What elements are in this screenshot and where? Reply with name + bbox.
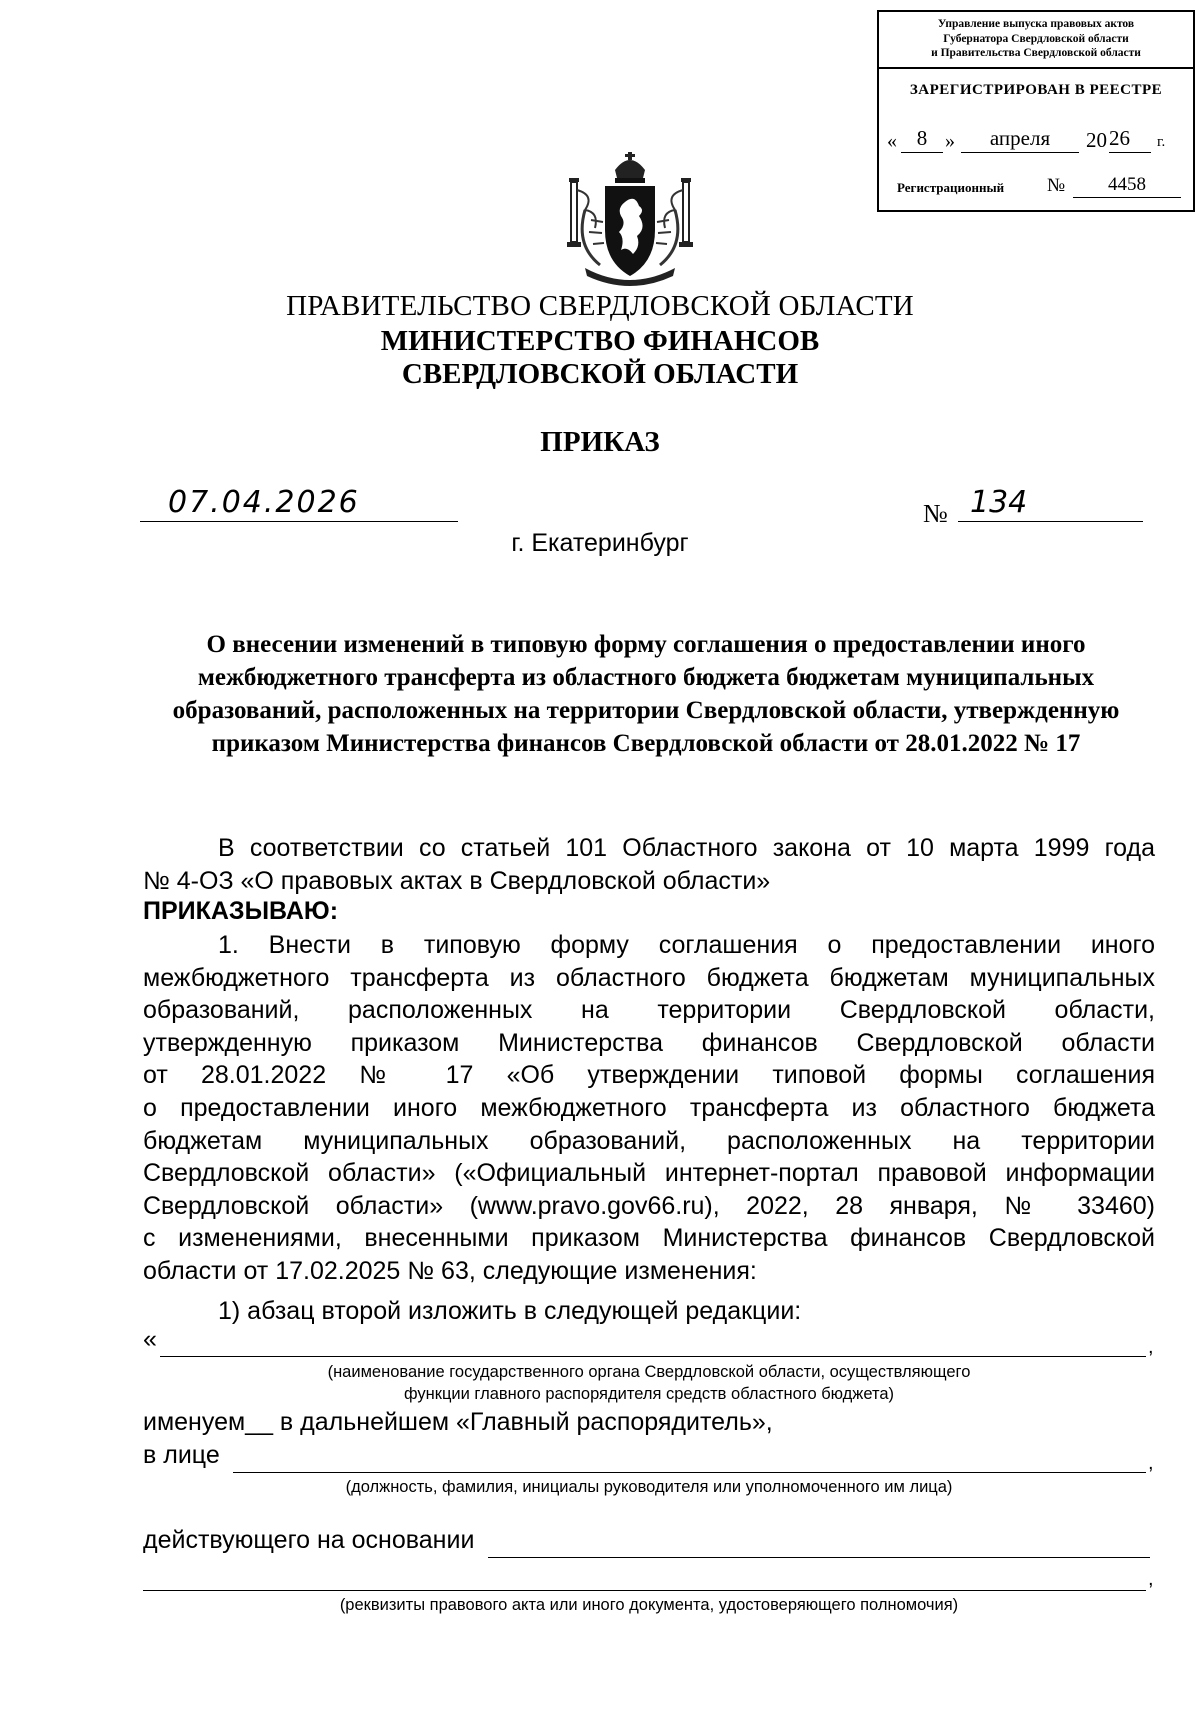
shield-icon xyxy=(605,186,655,276)
title-line: образований, расположенных на территории Свердловской области, утвержденную xyxy=(172,697,1120,724)
form-comma: , xyxy=(1148,1452,1154,1474)
body-line: образований, расположенных на территории Свердловской области, xyxy=(143,996,1155,1025)
document-title xyxy=(130,628,1162,760)
order-number: 134 xyxy=(970,485,1028,520)
form-blank-line xyxy=(160,1356,1146,1357)
coat-of-arms-emblem xyxy=(555,150,705,292)
document-type-heading: ПРИКАЗ xyxy=(540,426,660,458)
body-line: 1. Внести в типовую форму соглашения о предоставлении иного xyxy=(218,931,1155,959)
title-line: приказом Министерства финансов Свердловской области от 28.01.2022 № 17 xyxy=(211,730,1081,757)
body-line: межбюджетного трансферта из областного бюджета бюджетам муниципальных xyxy=(143,963,1155,992)
stamp-close-quote: » xyxy=(945,130,955,152)
city-line: г. Екатеринбург xyxy=(511,529,689,557)
order-date-field xyxy=(140,487,458,522)
ministry-title-line1: МИНИСТЕРСТВО ФИНАНСОВ xyxy=(380,325,820,357)
body-line: с изменениями, внесенными приказом Министерства финансов Свердловской xyxy=(143,1224,1155,1253)
order-number-field xyxy=(958,487,1143,522)
stamp-date-row xyxy=(887,124,1187,154)
form-caption: (реквизиты правового акта или иного документа, удостоверяющего полномочия) xyxy=(339,1596,959,1614)
body-line: утвержденную приказом Министерства финансов Свердловской области xyxy=(143,1028,1155,1057)
form-blank-line xyxy=(143,1590,1146,1591)
body-line: бюджетам муниципальных образований, расположенных на территории xyxy=(143,1126,1155,1155)
caption-line: (наименование государственного органа Свердловской области, осуществляющего xyxy=(327,1363,971,1381)
stamp-year-prefix: 20 xyxy=(1086,128,1107,152)
subitem-1: 1) абзац второй изложить в следующей редакции: xyxy=(218,1297,802,1325)
body-line: о предоставлении иного межбюджетного трансферта из областного бюджета xyxy=(143,1093,1155,1122)
form-caption xyxy=(143,1361,1155,1405)
body-line: Свердловской области» (www.pravo.gov66.ru), 2022, 28 января, № 33460) xyxy=(143,1191,1155,1220)
form-blank-line xyxy=(233,1472,1146,1473)
form-basis-label: действующего на основании xyxy=(143,1526,475,1554)
stamp-number-sign: № xyxy=(1047,175,1066,196)
form-comma: , xyxy=(1148,1336,1154,1358)
stamp-office-header xyxy=(879,12,1193,69)
stamp-reg-label: Регистрационный xyxy=(897,180,1005,195)
stamp-number-row xyxy=(897,174,1187,200)
body-line: области от 17.02.2025 № 63, следующие изменения: xyxy=(143,1256,757,1285)
stamp-reg-number: 4458 xyxy=(1073,174,1181,198)
registration-stamp xyxy=(877,10,1195,212)
body-line: Свердловской области» («Официальный интернет-портал правовой информации xyxy=(143,1159,1155,1188)
body-line: от 28.01.2022 № 17 «Об утверждении типовой формы соглашения xyxy=(143,1061,1155,1090)
order-directive-word: ПРИКАЗЫВАЮ: xyxy=(143,897,339,925)
item-1-paragraph xyxy=(143,929,1155,1288)
form-in-person-label: в лице xyxy=(143,1441,220,1469)
stamp-year-unit: г. xyxy=(1157,134,1166,150)
stamp-year-suffix: 26 xyxy=(1109,126,1151,153)
stamp-day: 8 xyxy=(901,126,943,153)
caption-line: функции главного распорядителя средств областного бюджета) xyxy=(403,1385,895,1403)
preamble-paragraph xyxy=(143,832,1155,897)
order-date: 07.04.2026 xyxy=(168,485,360,520)
form-comma: , xyxy=(1148,1568,1154,1590)
order-number-sign: № xyxy=(923,499,948,528)
form-open-quote: « xyxy=(143,1325,157,1353)
government-title: ПРАВИТЕЛЬСТВО СВЕРДЛОВСКОЙ ОБЛАСТИ xyxy=(286,290,914,322)
body-line: В соответствии со статьей 101 Областного закона от 10 марта 1999 года xyxy=(218,834,1155,862)
stamp-month: апреля xyxy=(961,126,1079,153)
form-named-text: именуем__ в дальнейшем «Главный распорядитель», xyxy=(143,1408,773,1436)
stamp-open-quote: « xyxy=(887,130,897,152)
stamp-office-line: Губернатора Свердловской области xyxy=(943,32,1129,45)
form-caption: (должность, фамилия, инициалы руководителя или уполномоченного им лица) xyxy=(345,1478,953,1496)
stamp-registered-label: ЗАРЕГИСТРИРОВАН В РЕЕСТРЕ xyxy=(909,82,1163,98)
body-line: № 4-ОЗ «О правовых актах в Свердловской области» xyxy=(143,866,771,895)
form-blank-line xyxy=(488,1557,1150,1558)
title-line: О внесении изменений в типовую форму соглашения о предоставлении иного xyxy=(206,631,1086,658)
stamp-office-line: Управление выпуска правовых актов xyxy=(937,18,1135,30)
crown-icon xyxy=(615,152,645,183)
stamp-office-line: и Правительства Свердловской области xyxy=(931,47,1141,59)
ministry-title-line2: СВЕРДЛОВСКОЙ ОБЛАСТИ xyxy=(401,358,799,390)
title-line: межбюджетного трансферта из областного бюджета бюджетам муниципальных xyxy=(197,664,1095,691)
